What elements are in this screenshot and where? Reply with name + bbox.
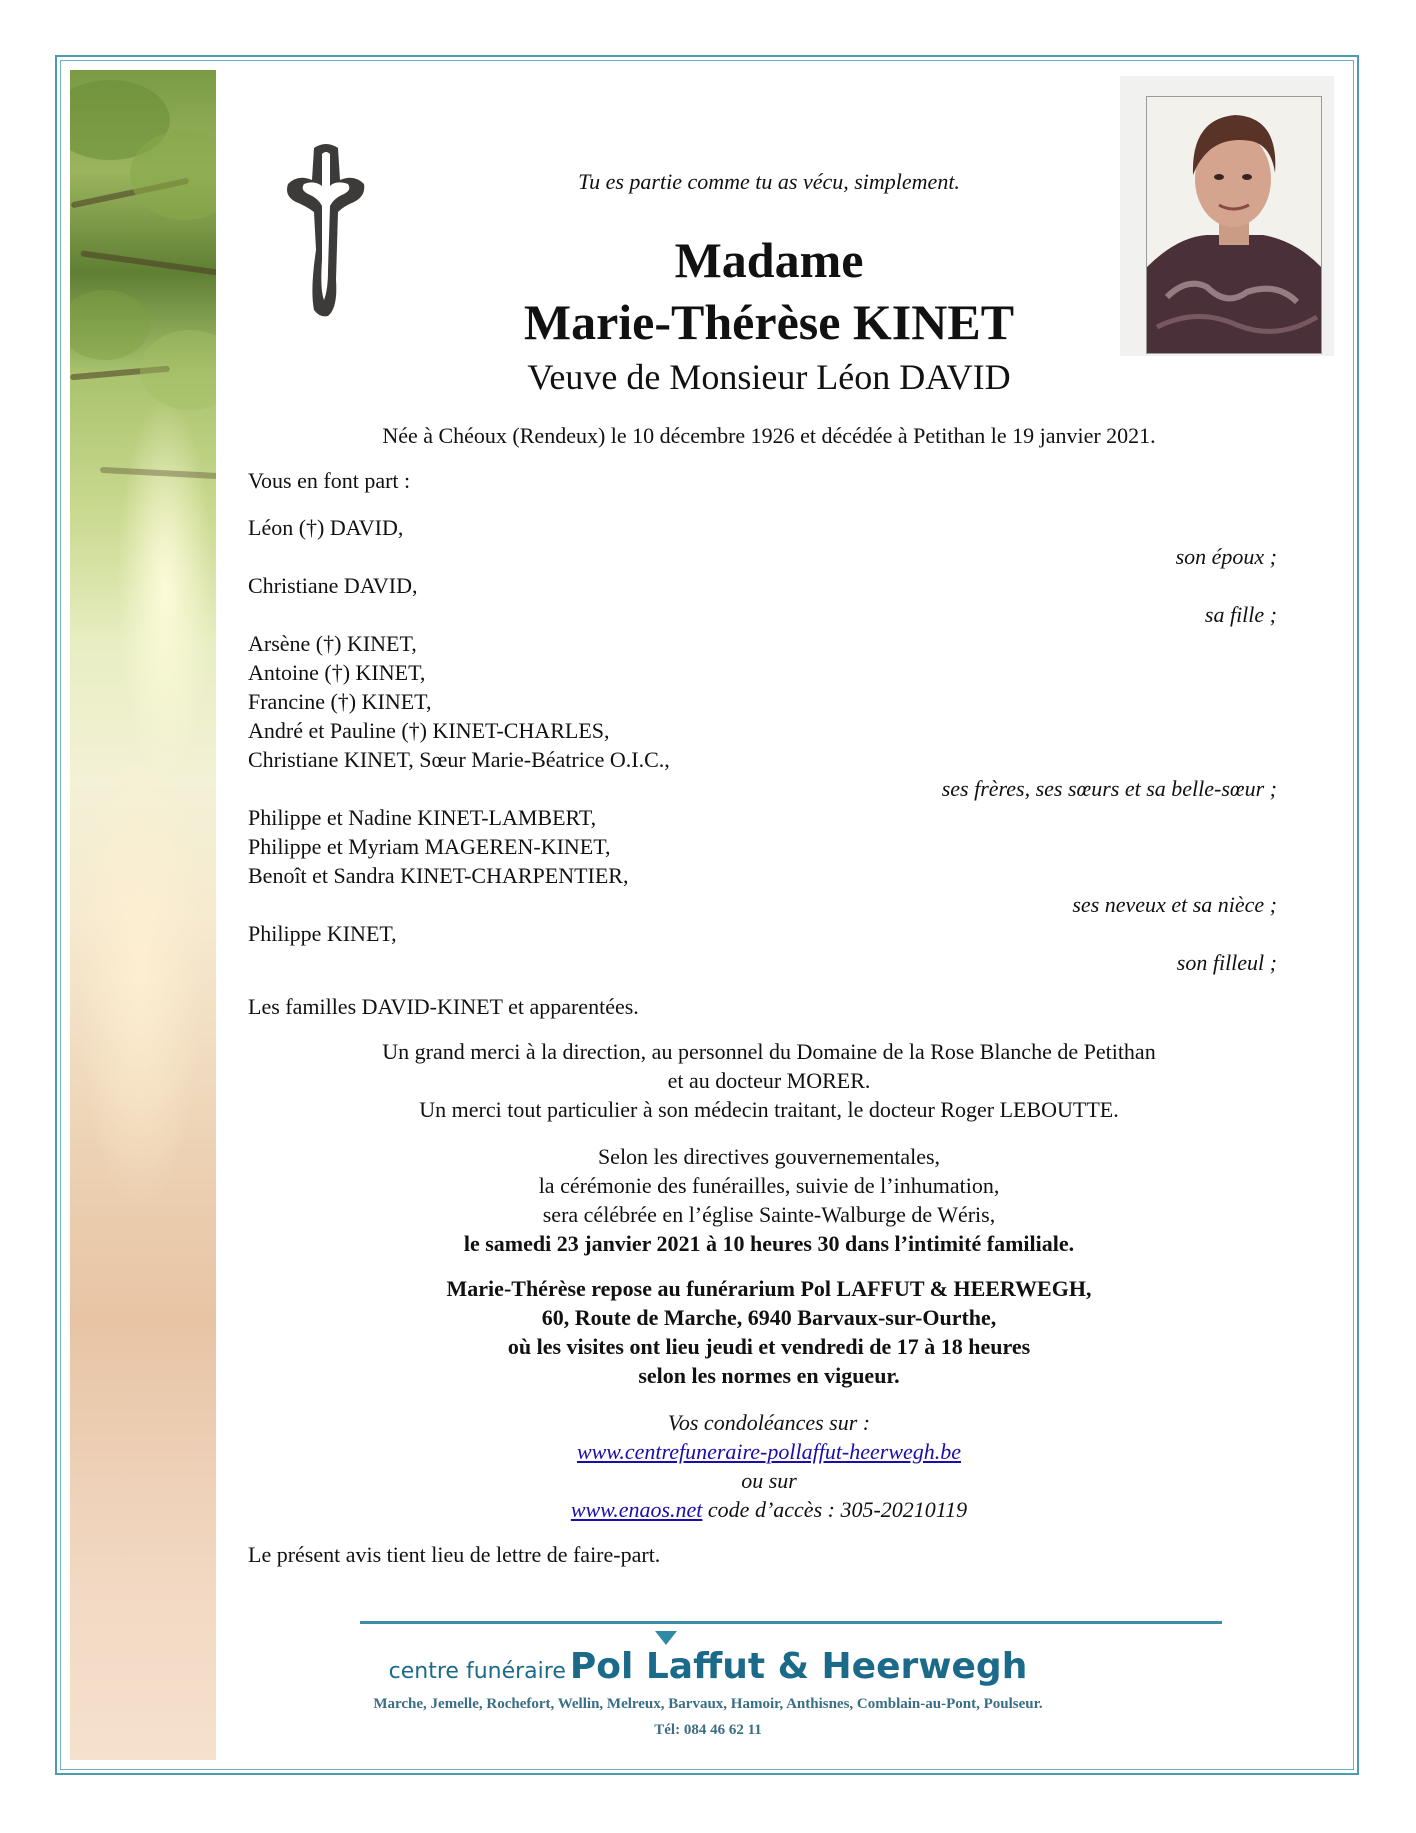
ceremony-line: sera célébrée en l’église Sainte-Walburge de Wéris, — [542, 1202, 996, 1227]
family-name: Philippe et Nadine KINET-LAMBERT, — [248, 805, 597, 830]
family-relation: sa fille ; — [1204, 602, 1277, 627]
footer-divider — [360, 1621, 1222, 1624]
family-name: Philippe KINET, — [248, 921, 397, 946]
family-name: André et Pauline (†) KINET-CHARLES, — [248, 718, 610, 743]
condolences-link-1[interactable]: www.centrefuneraire-pollaffut-heerwegh.be — [576, 1439, 962, 1464]
funerarium-line: Marie-Thérèse repose au funérarium Pol LAFFUT & HEERWEGH, — [446, 1276, 1092, 1301]
birth-death-dates: Née à Chéoux (Rendeux) le 10 décembre 1926 et décédée à Petithan le 19 janvier 2021. — [382, 423, 1156, 448]
forest-path-image — [70, 70, 216, 1760]
ceremony-line: Selon les directives gouvernementales, — [597, 1144, 941, 1169]
family-name: Christiane KINET, Sœur Marie-Béatrice O.I.C., — [248, 747, 670, 772]
family-name: Arsène (†) KINET, — [248, 631, 417, 656]
condolences-label: Vos condoléances sur : — [667, 1410, 871, 1435]
family-name: Léon (†) DAVID, — [248, 515, 404, 540]
family-name: Christiane DAVID, — [248, 573, 418, 598]
announcement-intro: Vous en font part : — [248, 468, 411, 493]
families-line: Les familles DAVID-KINET et apparentées. — [248, 994, 639, 1019]
family-name: Francine (†) KINET, — [248, 689, 432, 714]
family-name: Antoine (†) KINET, — [248, 660, 426, 685]
family-relation: ses neveux et sa nièce ; — [1072, 892, 1277, 917]
footer-towns: Marche, Jemelle, Rochefort, Wellin, Melreux, Barvaux, Hamoir, Anthisnes, Comblain-au-Pont, Poulseur. — [373, 1696, 1043, 1712]
footer-phone: Tél: 084 46 62 11 — [654, 1722, 762, 1738]
condolences-link-2[interactable]: www.enaos.net — [570, 1497, 703, 1522]
ceremony-date: le samedi 23 janvier 2021 à 10 heures 30 dans l’intimité familiale. — [463, 1231, 1075, 1256]
funerarium-line: selon les normes en vigueur. — [638, 1363, 900, 1388]
epigraph: Tu es partie comme tu as vécu, simplement. — [578, 169, 960, 194]
access-code: code d’accès : 305-20210119 — [702, 1497, 968, 1522]
closing-note: Le présent avis tient lieu de lettre de faire-part. — [248, 1542, 661, 1567]
thanks-line: Un grand merci à la direction, au personnel du Domaine de la Rose Blanche de Petithan — [382, 1039, 1156, 1064]
family-relation: son filleul ; — [1176, 950, 1277, 975]
condolences-link-2-row — [244, 1495, 1294, 1524]
family-relation: ses frères, ses sœurs et sa belle-sœur ; — [941, 776, 1277, 801]
widow-line: Veuve de Monsieur Léon DAVID — [527, 357, 1011, 397]
ceremony-line: la cérémonie des funérailles, suivie de l’inhumation, — [538, 1173, 1000, 1198]
title-madame: Madame — [674, 232, 864, 288]
funerarium-line: 60, Route de Marche, 6940 Barvaux-sur-Ourthe, — [541, 1305, 997, 1330]
footer-brand-name: Pol Laffut & Heerwegh — [569, 1646, 1028, 1687]
deceased-name: Marie-Thérèse KINET — [523, 294, 1015, 350]
footer-prefix: centre funéraire — [388, 1659, 566, 1684]
family-name: Benoît et Sandra KINET-CHARPENTIER, — [248, 863, 629, 888]
condolences-or: ou sur — [741, 1468, 797, 1493]
family-name: Philippe et Myriam MAGEREN-KINET, — [248, 834, 611, 859]
family-relation: son époux ; — [1175, 544, 1277, 569]
cross-icon — [284, 140, 368, 320]
funeral-home-logo — [0, 1646, 1416, 1687]
footer-arrow-icon — [655, 1631, 677, 1645]
condolences-link-1-row — [244, 1437, 1294, 1466]
thanks-line: Un merci tout particulier à son médecin traitant, le docteur Roger LEBOUTTE. — [419, 1097, 1119, 1122]
thanks-line: et au docteur MORER. — [667, 1068, 871, 1093]
funerarium-line: où les visites ont lieu jeudi et vendredi de 17 à 18 heures — [507, 1334, 1031, 1359]
